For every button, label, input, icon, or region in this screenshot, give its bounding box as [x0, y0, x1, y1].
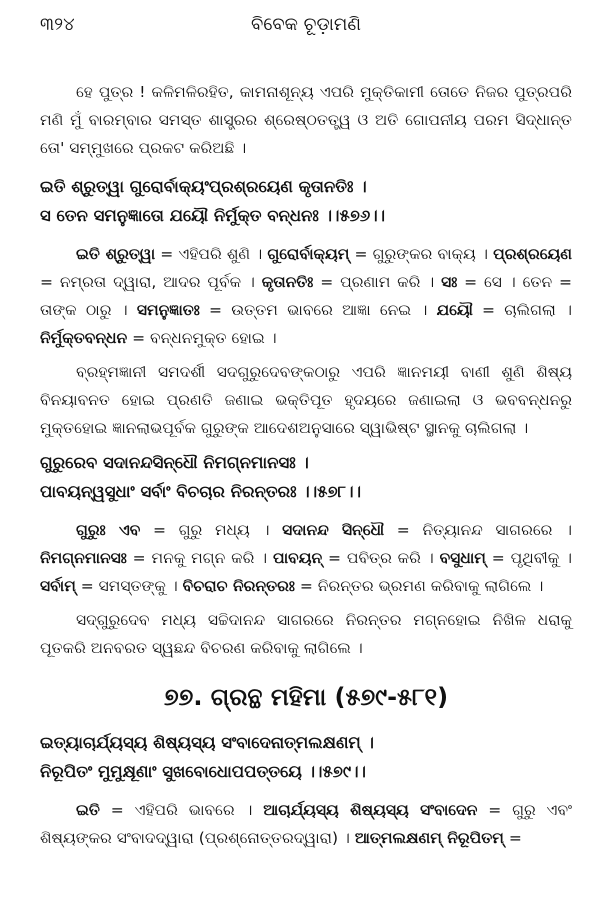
gloss-term: ଗୁରୋର୍ବାକ୍ୟମ୍: [267, 245, 350, 263]
gloss-meaning: = ସମସ୍ତଙ୍କୁ ।: [75, 577, 183, 595]
gloss-meaning: = ଉତ୍ତମ ଭାବରେ ଆଜ୍ଞା ନେଇ ।: [199, 301, 437, 319]
verse-579-line-1: ଇତ୍ୟାଚାର୍ଯ୍ୟସ୍ୟ ଶିଷ୍ୟସ୍ୟ ସଂବାଦେନାତ୍ମଲକ୍ଷଣମ୍ ।: [40, 733, 374, 752]
page-content: [40, 78, 572, 852]
verse-579: [40, 728, 572, 786]
word-meaning-579: [40, 796, 572, 852]
gloss-meaning: = ଏହିପରି ଭାବରେ ।: [99, 801, 264, 819]
verse-578-line-1: ଗୁରୁରେବ ସଦାନନ୍ଦସିନ୍ଧୌ ନିମଗ୍ନମାନସଃ ।: [40, 453, 309, 472]
gloss-meaning: = ବନ୍ଧନମୁକ୍ତ ହୋଇ ।: [127, 329, 277, 347]
gloss-term: ଆତ୍ମଲକ୍ଷଣମ୍ ନିରୂପିତମ୍: [354, 829, 504, 847]
gloss-term: ସଃ: [441, 273, 458, 291]
gloss-term: ବିଚରାଚ ନିରନ୍ତରଃ: [182, 577, 295, 595]
gloss-meaning: = ନିତ୍ୟାନନ୍ଦ ସାଗରରେ ।: [384, 521, 572, 539]
gloss-term: ସର୍ବାମ୍: [40, 577, 76, 595]
word-meaning-578: [40, 516, 572, 600]
gloss-meaning: = ନିରନ୍ତର ଭ୍ରମଣ କରିବାକୁ ଲାଗିଲେ ।: [294, 577, 544, 595]
gloss-term: କୃତାନତିଃ: [261, 273, 314, 291]
gloss-term: ଗୁରୁଃ ଏବ: [76, 521, 141, 539]
gloss-meaning: = ପୃଥିବୀକୁ ।: [485, 549, 572, 567]
section-heading: ୭୭. ଗ୍ରନ୍ଥ ମହିମା (୫୭୯-୫୮୧): [163, 683, 449, 711]
verse-579-line-2: ନିରୂପିତଂ ମୁମୁକ୍ଷୂଣାଂ ସୁଖବୋଧୋପପତ୍ତୟେ ।।୫୭୯।।: [40, 762, 366, 781]
gloss-term: ନିମଗ୍ନମାନସଃ: [40, 549, 127, 567]
paragraph-explanation-578: ସଦ୍‌ଗୁରୁଦେବ ମଧ୍ୟ ସଚ୍ଚିଦାନନ୍ଦ ସାଗରରେ ନିରନ୍ତର ମଗ୍ନହୋଇ ନିଖିଳ ଧରାକୁ ପୂତକରି ଅନବରତ ସ୍ୱଛନ୍ଦ ବିଚରଣ କରିବାକୁ ଲାଗିଲେ ।: [40, 611, 572, 657]
gloss-meaning: = ଗୁରୁ ମଧ୍ୟ ।: [140, 521, 283, 539]
gloss-meaning: =: [503, 829, 522, 847]
gloss-meaning: = ପବିତ୍ର କରି ।: [322, 549, 440, 567]
gloss-term: ଆଚାର୍ଯ୍ୟସ୍ୟ ଶିଷ୍ୟସ୍ୟ ସଂବାଦେନ: [263, 801, 478, 819]
page-header: [40, 14, 572, 44]
paragraph-explanation-576: ବ୍ରହ୍ମଜ୍ଞାନୀ ସମଦର୍ଶୀ ସଦଗୁରୁଦେବଙ୍କଠାରୁ ଏପରି ଜ୍ଞାନମୟୀ ବାଣୀ ଶୁଣି ଶିଷ୍ୟ ବିନୟାବନତ ହୋଇ ପ୍ରଣତି ଜଣାଇ ଭକ୍ତିପୂତ ହୃଦୟରେ ଜଣାଇଲା ଓ ଭବବନ୍ଧନରୁ ମୁକ୍ତହୋଇ ଜ୍ଞାନଲାଭପୂର୍ବକ ଗୁରୁଙ୍କ ଆଦେଶଅନୁସାରେ ସ୍ୱାଭିଷ୍ଟ ସ୍ଥାନକୁ ଚାଲିଗଲା ।: [40, 363, 572, 437]
page-number: ୩୨୪: [40, 14, 75, 35]
gloss-term: ଇତି ଶ୍ରୁତ୍ୱା: [76, 245, 156, 263]
gloss-term: ସମନୁଜ୍ଞାତଃ: [136, 301, 200, 319]
verse-576-line-2: ସ ତେନ ସମନୁଜ୍ଞାତୋ ଯୟୌ ନିର୍ମୁକ୍ତ ବନ୍ଧନଃ ।।୫୭୬।।: [40, 206, 386, 225]
gloss-meaning: = ଏହିପରି ଶୁଣି ।: [155, 245, 268, 263]
verse-578: [40, 448, 572, 506]
gloss-meaning: = ପ୍ରଣାମ କରି ।: [313, 273, 442, 291]
gloss-term: ନିର୍ମୁକ୍ତବନ୍ଧନ: [40, 329, 128, 347]
verse-576: [40, 172, 572, 230]
gloss-meaning: = ଚାଲିଗଲା ।: [472, 301, 572, 319]
verse-578-line-2: ପାବୟନ୍ୱସୁଧାଂ ସର୍ବାଂ ବିଚଚାର ନିରନ୍ତରଃ ।।୫୭୮।।: [40, 482, 362, 501]
gloss-meaning: = ଗୁରୁଙ୍କର ବାକ୍ୟ ।: [349, 245, 494, 263]
word-meaning-576: [40, 240, 572, 352]
gloss-meaning: = ମନକୁ ମଗ୍ନ କରି ।: [126, 549, 273, 567]
gloss-term: ପ୍ରଶ୍ରୟେଣ: [493, 245, 572, 263]
paragraph-explanation-575: ହେ ପୁତ୍ର ! କଳିମଳିରହିତ, କାମନାଶୂନ୍ୟ ଏପରି ମୁକ୍ତିକାମୀ ତୋତେ ନିଜର ପୁତ୍ରପରି ମଣି ମୁଁ ବାରମ୍ବାର ସମସ୍ତ ଶାସ୍ତ୍ରର ଶ୍ରେଷ୍ଠତତ୍ତ୍ୱ ଓ ଅତି ଗୋପନୀୟ ପରମ ସିଦ୍ଧାନ୍ତ ତୋ' ସମ୍ମୁଖରେ ପ୍ରକଟ କରିଅଛି ।: [40, 83, 572, 157]
verse-576-line-1: ଇତି ଶ୍ରୁତ୍ୱା ଗୁରୋର୍ବାକ୍ୟଂପ୍ରଶ୍ରୟେଣ କୃତାନତିଃ ।: [40, 177, 367, 196]
gloss-term: ସଦାନନ୍ଦ ସିନ୍ଧୌ: [282, 521, 385, 539]
gloss-term: ଇତି: [76, 801, 100, 819]
gloss-meaning: = ସେ । ତେନ = ତାଙ୍କ ଠାରୁ ।: [40, 273, 572, 319]
gloss-meaning: = ନମ୍ରତା ଦ୍ୱାରା, ଆଦର ପୂର୍ବକ ।: [40, 273, 262, 291]
running-title: ବିବେକ ଚୂଡ଼ାମଣି: [251, 14, 361, 35]
gloss-term: ଯୟୌ: [436, 301, 473, 319]
gloss-term: ବସୁଧାମ୍: [439, 549, 486, 567]
gloss-meaning: = ଗୁରୁ ଏବଂ ଶିଷ୍ୟଙ୍କର ସଂବାଦଦ୍ୱାରା (ପ୍ରଶ୍ନୋତ୍ତରଦ୍ୱାରା) ।: [40, 801, 573, 847]
gloss-term: ପାବୟନ୍: [273, 549, 323, 567]
